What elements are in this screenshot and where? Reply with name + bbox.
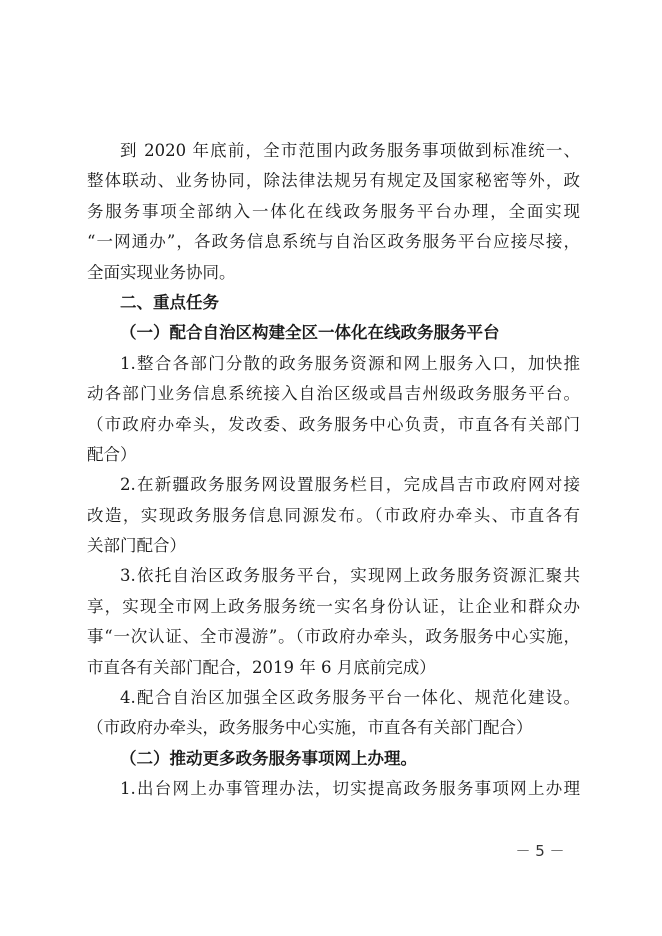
- paragraph-line: 全面实现业务协同。: [87, 262, 236, 282]
- paragraph-line: 1.出台网上办事管理办法，切实提高政务服务事项网上办理: [120, 779, 580, 799]
- paragraph-line: 1.整合各部门分散的政务服务资源和网上服务入口，加快推: [120, 353, 580, 373]
- section-heading: 二、重点任务: [120, 292, 219, 312]
- paragraph-line: 关部门配合）: [87, 536, 186, 556]
- paragraph-line: 配合）: [87, 444, 137, 464]
- paragraph-line: 事“一次认证、全市漫游”。（市政府办牵头，政务服务中心实施，: [87, 627, 580, 647]
- paragraph-line: 4.配合自治区加强全区政务服务平台一体化、规范化建设。: [120, 688, 580, 708]
- paragraph-line: 2.在新疆政务服务网设置服务栏目，完成昌吉市政府网对接: [120, 475, 580, 495]
- paragraph-line: 享，实现全市网上政务服务统一实名身份认证，让企业和群众办: [87, 596, 580, 616]
- document-body: [87, 136, 580, 805]
- paragraph-line: 到 2020 年底前，全市范围内政务服务事项做到标准统一、: [120, 141, 580, 160]
- paragraph-line: 改造，实现政务服务信息同源发布。（市政府办牵头、市直各有: [87, 505, 580, 525]
- page-number: － 5 －: [515, 842, 565, 860]
- paragraph-line: （市政府办牵头，政务服务中心实施，市直各有关部门配合）: [87, 718, 533, 738]
- paragraph-line: 整体联动、业务协同，除法律法规另有规定及国家秘密等外，政: [87, 171, 580, 191]
- paragraph-line: 务服务事项全部纳入一体化在线政务服务平台办理，全面实现: [87, 201, 580, 221]
- subsection-heading: （一）配合自治区构建全区一体化在线政务服务平台: [120, 323, 500, 343]
- paragraph-line: 动各部门业务信息系统接入自治区级或昌吉州级政务服务平台。: [87, 384, 580, 404]
- paragraph-line: （市政府办牵头，发改委、政务服务中心负责，市直各有关部门: [87, 414, 580, 434]
- paragraph-line: “一网通办”，各政务信息系统与自治区政务服务平台应接尽接，: [87, 232, 580, 252]
- paragraph-line: 市直各有关部门配合，2019 年 6 月底前完成）: [87, 657, 436, 677]
- paragraph-line: 3.依托自治区政务服务平台，实现网上政务服务资源汇聚共: [120, 566, 580, 586]
- subsection-heading: （二）推动更多政务服务事项网上办理。: [120, 748, 417, 768]
